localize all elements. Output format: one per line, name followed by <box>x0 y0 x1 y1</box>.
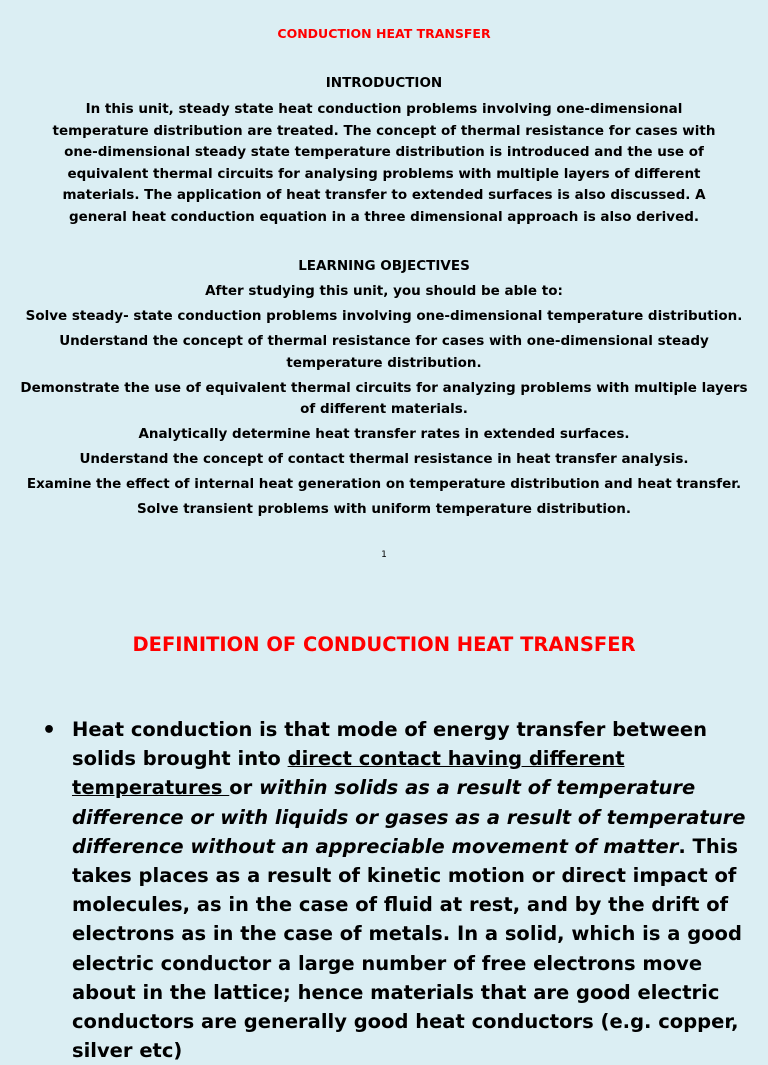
objective-item: Examine the effect of internal heat generation on temperature distribution and heat transfer. <box>26 476 742 492</box>
slide-2 <box>0 590 768 1063</box>
definition-underlined-text: direct contact having different temperatures <box>72 747 625 800</box>
introduction-heading: INTRODUCTION <box>325 75 443 91</box>
document-title: CONDUCTION HEAT TRANSFER <box>277 26 491 41</box>
objective-item: Understand the concept of contact thermal resistance in heat transfer analysis. <box>79 451 689 467</box>
objective-item: Analytically determine heat transfer rates in extended surfaces. <box>138 426 630 442</box>
definition-text-part: . This takes places as a result of kinetic motion or direct impact of molecules, as in the case of fluid at rest, and by the drift of electrons as in the case of metals. In a solid, which is a good electric conductor a large number of free electrons move about in the lattice; hence materials that are good electric conductors are generally good heat conductors (e.g. copper, silver etc) <box>72 834 742 1063</box>
objective-item: Demonstrate the use of equivalent thermal circuits for analyzing problems with multiple layers of different materials. <box>20 379 748 417</box>
objective-item: Understand the concept of thermal resistance for cases with one-dimensional steady temperature distribution. <box>59 333 709 371</box>
definition-text-part: Heat conduction is that mode of energy transfer between solids brought into <box>72 718 707 771</box>
learning-objectives-heading: LEARNING OBJECTIVES <box>298 258 470 274</box>
page-number: 1 <box>381 550 387 560</box>
learning-objectives-list <box>20 281 748 524</box>
definition-paragraph <box>72 715 748 1065</box>
introduction-paragraph: In this unit, steady state heat conduction problems involving one-dimensional temperature distribution are treated. The concept of thermal resistance for cases with one-dimensional steady state temperature distribution is introduced and the use of equivalent thermal circuits for analysing problems with multiple layers of different materials. The application of heat transfer to extended surfaces is also discussed. A general heat conduction equation in a three dimensional approach is also derived. <box>52 101 716 225</box>
objective-item: After studying this unit, you should be able to: <box>205 283 563 299</box>
definition-italic-text: within solids as a result of temperature difference or with liquids or gases as a result of temperature difference without an appreciable movement of matter <box>72 776 746 858</box>
bullet-icon: • <box>42 718 57 743</box>
definition-heading: DEFINITION OF CONDUCTION HEAT TRANSFER <box>132 633 636 656</box>
objective-item: Solve transient problems with uniform temperature distribution. <box>136 501 632 517</box>
definition-text-part: or <box>229 776 260 800</box>
objective-item: Solve steady- state conduction problems involving one-dimensional temperature distribution. <box>25 308 743 324</box>
